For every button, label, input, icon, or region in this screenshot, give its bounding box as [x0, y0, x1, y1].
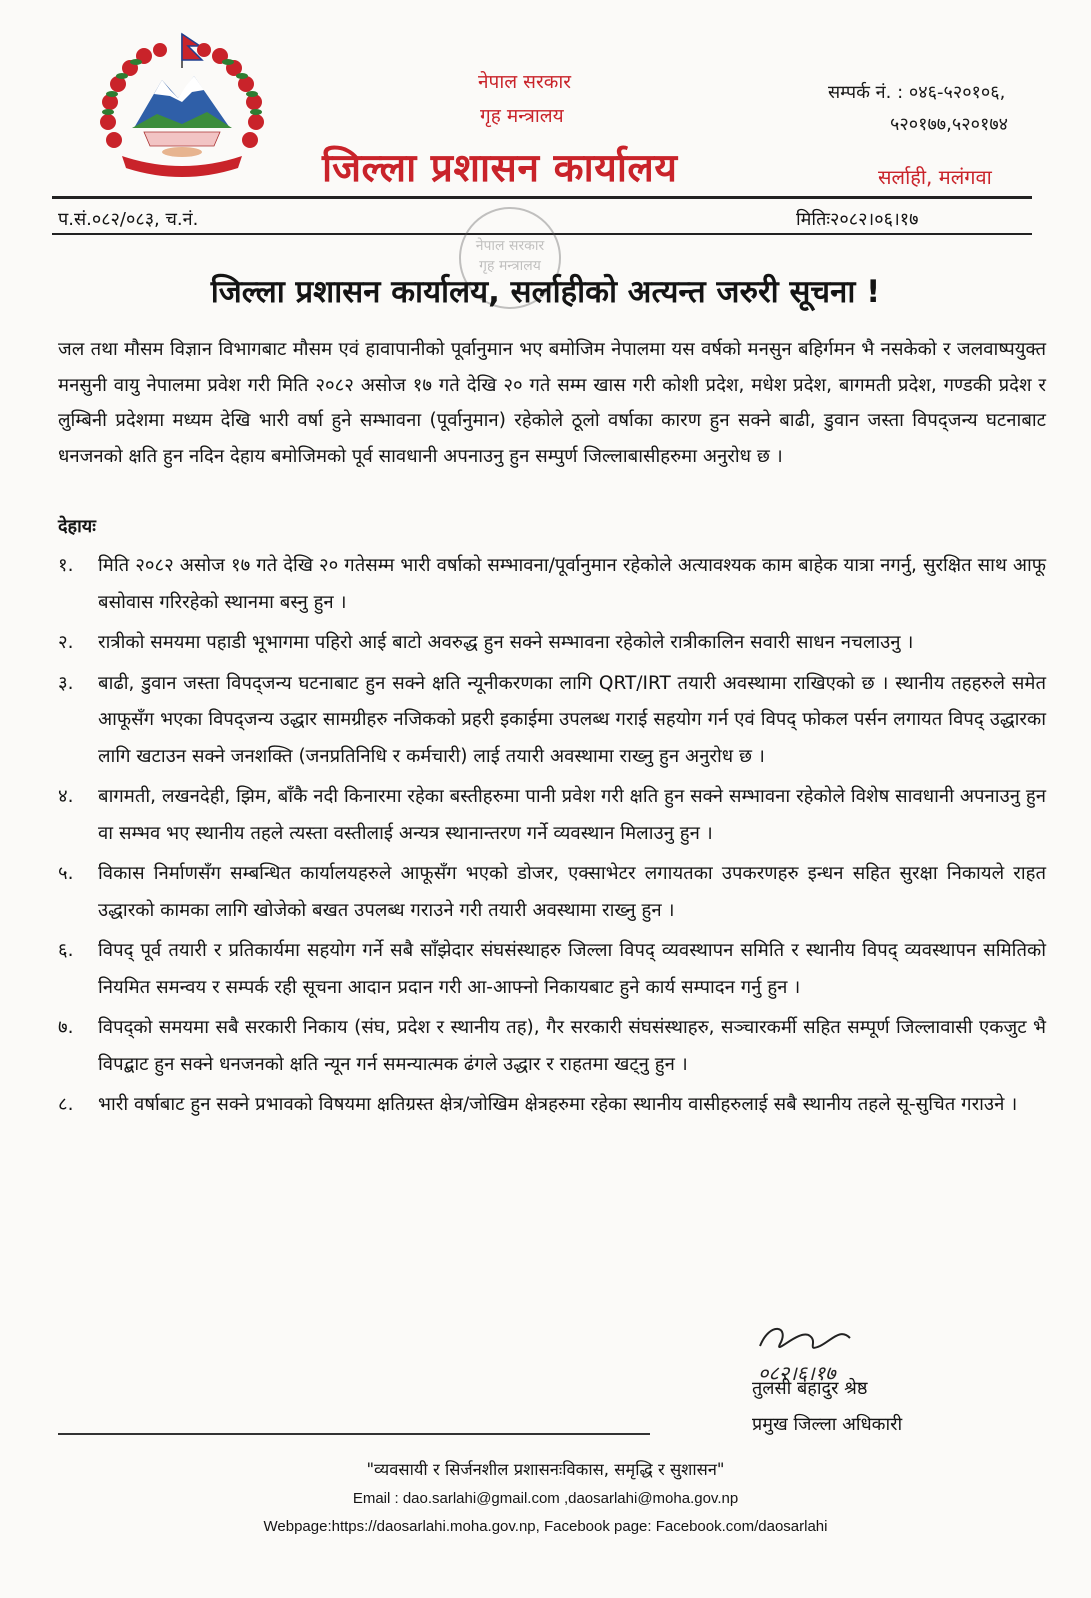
notice-intro-paragraph: जल तथा मौसम विज्ञान विभागबाट मौसम एवं हावापानीको पूर्वानुमान भए बमोजिम नेपालमा यस वर्षको मनसुन बहिर्गमन भै नसकेको र जलवाष्पयुक्त मनसुनी वायु नेपालमा प्रवेश गरी मिति २०८२ असोज १७ गते देखि २० गते सम्म खास गरी कोशी प्रदेश, मधेश प्रदेश, बागमती प्रदेश, गण्डकी प्रदेश र लुम्बिनी प्रदेशमा मध्यम देखि भारी वर्षा हुने सम्भावना (पूर्वानुमान) रहेकोले ठूलो वर्षाका कारण हुन सक्ने बाढी, डुवान जस्ता विपद्जन्य घटनाबाट धनजनको क्षति हुन नदिन देहाय बमोजिमको पूर्व सावधानी अपनाउनु हुन सम्पुर्ण जिल्लाबासीहरुमा अनुरोध छ । [58, 339, 1046, 467]
contact-number-line2: ५२०१७७,५२०१७४ [890, 114, 1009, 135]
footer-webpage: Webpage:https://daosarlahi.moha.gov.np, Facebook page: Facebook.com/daosarlahi [263, 1518, 828, 1535]
nepal-emblem-icon [82, 28, 277, 188]
list-item-number: ८. [58, 1094, 74, 1115]
signatory-name: तुलसी बहादुर श्रेष्ठ [752, 1378, 868, 1399]
stamp-line2: गृह मन्त्रालय [479, 258, 541, 274]
footer-email: Email : dao.sarlahi@gmail.com ,daosarlahi@moha.gov.np [352, 1490, 739, 1507]
list-item-number: ६. [58, 940, 74, 961]
list-item [58, 625, 1046, 662]
list-item-text: विपद्को समयमा सबै सरकारी निकाय (संघ, प्रदेश र स्थानीय तह), गैर सरकारी संघसंस्थाहरु, सञ्चारकर्मी सहित सम्पूर्ण जिल्लावासी एकजुट भै विपद्बाट हुन सक्ने धनजनको क्षति न्यून गर्न समन्यात्मक ढंगले उद्धार र राहतमा खट्नु हुन । [98, 1017, 1046, 1075]
signatory-title: प्रमुख जिल्ला अधिकारी [752, 1414, 903, 1435]
list-item [58, 666, 1046, 776]
footer-divider [58, 1433, 650, 1435]
list-item [58, 856, 1046, 929]
list-item-number: ५. [58, 863, 74, 884]
notice-title: जिल्ला प्रशासन कार्यालय, सर्लाहीको अत्यन्त जरुरी सूचना ! [210, 274, 881, 310]
list-item-text: भारी वर्षाबाट हुन सक्ने प्रभावको विषयमा क्षतिग्रस्त क्षेत्र/जोखिम क्षेत्रहरुमा रहेका स्थानीय वासीहरुलाई सबै स्थानीय तहले सू-सुचित गराउने । [98, 1094, 1018, 1115]
list-item [58, 779, 1046, 852]
list-item [58, 548, 1046, 621]
office-location: सर्लाही, मलंगवा [878, 165, 992, 189]
list-item-text: रात्रीको समयमा पहाडी भूभागमा पहिरो आई बाटो अवरुद्ध हुन सक्ने सम्भावना रहेकोले रात्रीकालिन सवारी साधन नचलाउनु । [98, 632, 914, 653]
list-item-number: ३. [58, 672, 74, 694]
list-item [58, 1010, 1046, 1083]
list-item-number: २. [58, 632, 74, 653]
list-item-text: मिति २०८२ असोज १७ गते देखि २० गतेसम्म भारी वर्षाको सम्भावना/पूर्वानुमान रहेकोले अत्यावश्यक काम बाहेक यात्रा नगर्नु, सुरक्षित साथ आफू बसोवास गरिरहेको स्थानमा बस्नु हुन । [98, 555, 1046, 613]
list-item-text: बागमती, लखनदेही, झिम, बाँकै नदी किनारमा रहेका बस्तीहरुमा पानी प्रवेश गरी क्षति हुन सक्ने सम्भावना रहेकोले विशेष सावधानी अपनाउनु हुन वा सम्भव भए स्थानीय तहले त्यस्ता वस्तीलाई अन्यत्र स्थानान्तरण गर्ने व्यवस्थान मिलाउनु हुन । [98, 786, 1046, 844]
list-item-number: १. [58, 555, 74, 576]
list-heading: देहायः [58, 516, 96, 537]
contact-number-line1: सम्पर्क नं. : ०४६-५२०१०६, [828, 82, 1006, 103]
letter-date: मितिः२०८२।०६।१७ [796, 209, 919, 230]
list-item-number: ४. [58, 786, 74, 807]
ministry-name: गृह मन्त्रालय [480, 105, 564, 127]
list-item-text: विपद् पूर्व तयारी र प्रतिकार्यमा सहयोग गर्ने सबै साँझेदार संघसंस्थाहरु जिल्ला विपद् व्यवस्थापन समिति र स्थानीय विपद् व्यवस्थापन समितिको नियमित समन्वय र सम्पर्क रही सूचना आदान प्रदान गरी आ-आफ्नो निकायबाट हुने कार्य सम्पादन गर्नु हुन । [98, 940, 1046, 998]
list-item-number: ७. [58, 1017, 74, 1038]
list-item [58, 1087, 1046, 1124]
office-title: जिल्ला प्रशासन कार्यालय [322, 146, 678, 191]
reference-number: प.सं.०८२/०८३, च.नं. [58, 209, 199, 230]
signature-date: ०८२।६।१७ [758, 1361, 836, 1385]
government-name: नेपाल सरकार [478, 71, 572, 93]
instruction-list [58, 548, 1046, 1128]
footer-slogan: "व्यवसायी र सिर्जनशील प्रशासनःविकास, समृद्धि र सुशासन" [366, 1460, 725, 1479]
list-item-text: बाढी, डुवान जस्ता विपद्जन्य घटनाबाट हुन सक्ने क्षति न्यूनीकरणका लागि QRT/IRT तयारी अवस्थामा राखिएको छ । स्थानीय तहहरुले समेत आफूसँग भएका विपद्जन्य उद्धार सामग्रीहरु नजिकको प्रहरी इकाईमा उपलब्ध गराई सहयोग गर्न एवं विपद् फोकल पर्सन लगायत विपद् उद्धारका लागि खटाउन सक्ने जनशक्ति (जनप्रतिनिधि र कर्मचारी) लाई तयारी अवस्थामा राख्नु हुन अनुरोध छ । [98, 672, 1046, 767]
list-item-text: विकास निर्माणसँग सम्बन्धित कार्यालयहरुले आफूसँग भएको डोजर, एक्साभेटर लगायतका उपकरणहरु इन्धन सहित सुरक्षा निकायले राहत उद्धारको कामका लागि खोजेको बखत उपलब्ध गराउने गरी तयारी अवस्थामा राख्नु हुन । [98, 863, 1046, 921]
list-item [58, 933, 1046, 1006]
stamp-line1: नेपाल सरकार [475, 238, 545, 254]
